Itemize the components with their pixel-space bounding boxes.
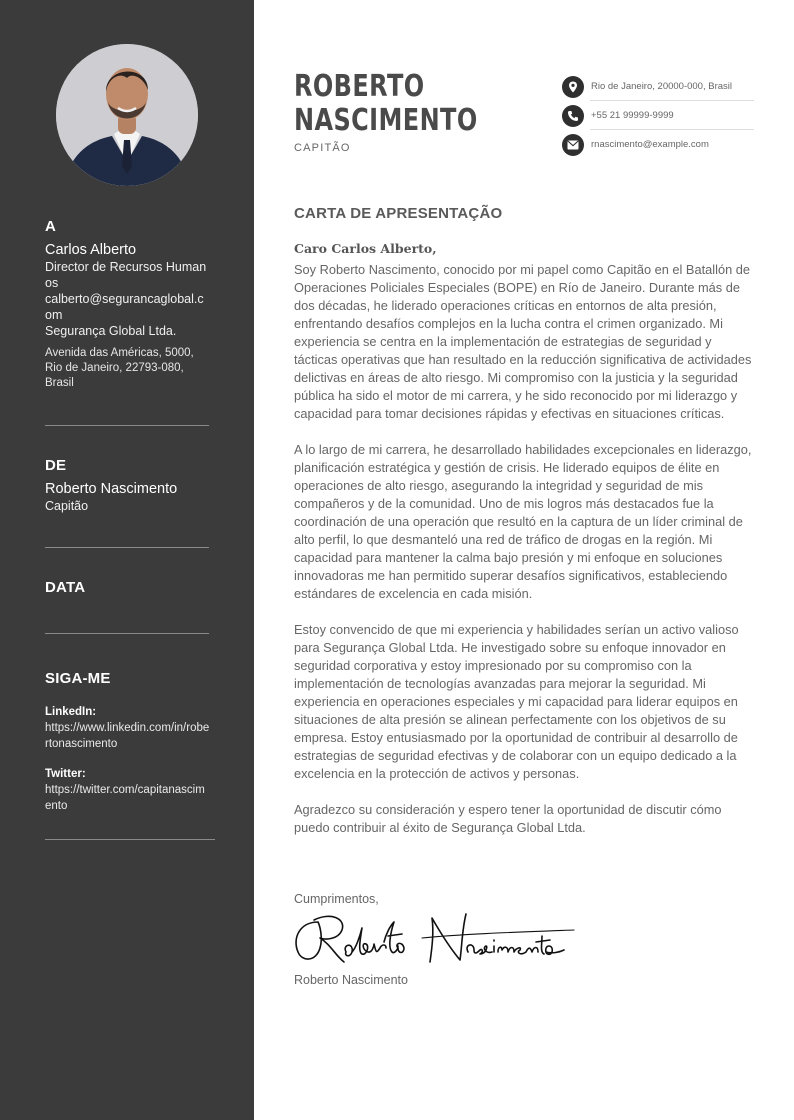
contact-address [562,72,754,101]
profile-photo [56,44,198,186]
first-name: ROBERTO [294,69,425,104]
last-name: NASCIMENTO [294,103,478,138]
address-text: Rio de Janeiro, 20000-000, Brasil [591,81,733,92]
portrait-illustration [56,44,198,186]
sidebar-divider [45,839,215,840]
twitter-link[interactable]: https://twitter.com/capitanascimento [45,784,205,812]
handwritten-signature [290,908,580,972]
paragraph: Estoy convencido de que mi experiencia y habilidades serían un activo valioso para Segurança Global Ltda. He investigado sobre su enfoque innovador en seguridad corporativa y estoy impresionado por su compromiso con la implementación de tecnologías avanzadas para mejorar la seguridad. Mi experiencia en operaciones especiales y mi capacidad para liderar equipos en situaciones de alta presión se alinean perfectamente con los objetivos de su empresa. Estoy entusiasmado por la oportunidad de contribuir al desarrollo de estrategias de seguridad efectivas y de colaborar con un equipo dedicado a la excelencia en la protección de activos y personas. [294,622,739,781]
contact-email [562,130,754,159]
recipient-name: Carlos Alberto [45,242,137,258]
sender-role: Capitão [45,499,89,513]
envelope-icon [562,134,584,156]
recipient-position: Director de Recursos Humanos [45,260,207,290]
recipient-address: Avenida das Américas, 5000, Rio de Janeiro, 22793-080, Brasil [45,347,194,389]
name-header [294,70,524,154]
follow-section [45,670,210,814]
follow-heading: SIGA-ME [45,670,111,687]
paragraph: A lo largo de mi carrera, he desarrollado habilidades excepcionales en liderazgo, planificación estratégica y gestión de crisis. He liderado equipos de élite en operaciones de alto riesgo, asegurando la integridad y seguridad de mis compañeros y de la comunidad. Uno de mis logros más destacados fue la coordinación de una operación que resultó en la captura de un líder criminal de alto perfil, lo que desmanteló una red de tráfico de drogas en la región. Mi capacidad para mantener la calma bajo presión y mi enfoque en soluciones innovadoras me han permitido superar desafíos significativos, estableciendo estándares de excelencia en cada misión. [294,442,752,601]
job-title: CAPITÃO [294,142,351,154]
contact-list [562,72,754,159]
email-text[interactable]: rnascimento@example.com [591,139,709,150]
sidebar-divider [45,547,209,548]
signer-name: Roberto Nascimento [294,973,408,987]
paragraph: Soy Roberto Nascimento, conocido por mi papel como Capitão en el Batallón de Operaciones Policiales Especiales (BOPE) en Río de Janeiro. Durante más de dos décadas, he liderado operaciones críticas en entornos de alta presión, enfrentando desafíos complejos en la lucha contra el crimen organizado. Mi experiencia se centra en la implementación de estrategias de seguridad y tácticas operativas que han resultado en la reducción significativa de actividades delictivas en áreas de alto riesgo. Mi compromiso con la justicia y la seguridad pública ha sido el motor de mi carrera, y he sido reconocido por mi liderazgo y capacidad para tomar decisiones rápidas y efectivas en situaciones críticas. [294,262,752,421]
recipient-heading: A [45,218,57,235]
sidebar [0,0,254,1120]
sender-heading: DE [45,457,67,474]
closing: Cumprimentos, [294,892,379,906]
phone-text[interactable]: +55 21 99999-9999 [591,110,674,121]
sender-name: Roberto Nascimento [45,481,178,497]
salutation: Caro Carlos Alberto, [294,241,437,256]
contact-phone [562,101,754,130]
sidebar-divider [45,425,209,426]
recipient-company: Segurança Global Ltda. [45,324,177,338]
date-section [45,579,210,596]
recipient-section [45,218,210,391]
letter-title: CARTA DE APRESENTAÇÃO [294,205,503,222]
date-heading: DATA [45,579,86,596]
paragraph: Agradezco su consideración y espero tener la oportunidad de discutir cómo puedo contribuir al éxito de Segurança Global Ltda. [294,802,722,835]
recipient-email[interactable]: calberto@segurancaglobal.com [45,292,204,322]
linkedin-link[interactable]: https://www.linkedin.com/in/robertonascimento [45,722,210,750]
phone-icon [562,105,584,127]
sidebar-divider [45,633,209,634]
location-pin-icon [562,76,584,98]
twitter-label: Twitter: [45,768,86,780]
letter-body [294,205,756,837]
linkedin-label: LinkedIn: [45,706,97,718]
sender-section [45,457,210,514]
